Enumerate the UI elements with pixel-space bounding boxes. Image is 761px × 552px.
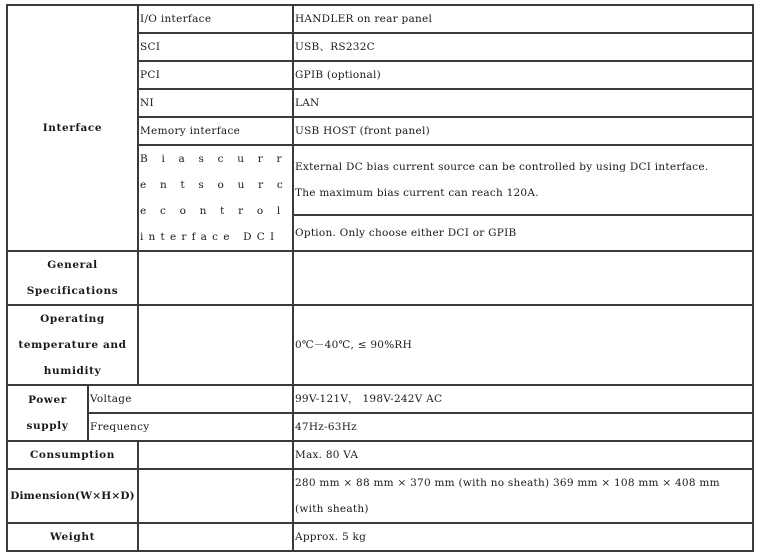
row-label: PCI bbox=[138, 61, 293, 89]
category-consumption: Consumption bbox=[7, 441, 138, 469]
category-operating-temperature: Operating temperature and humidity bbox=[7, 305, 138, 385]
empty-cell bbox=[138, 305, 293, 385]
frequency-label: Frequency bbox=[88, 413, 293, 441]
row-value: LAN bbox=[293, 89, 753, 117]
row-value: HANDLER on rear panel bbox=[293, 5, 753, 33]
table-row bbox=[7, 523, 753, 551]
bias-value-line1: External DC bias current source can be controlled by using DCI interface. bbox=[295, 160, 709, 173]
table-row bbox=[7, 385, 753, 413]
voltage-value: 99V-121V， 198V-242V AC bbox=[293, 385, 753, 413]
empty-cell bbox=[138, 469, 293, 523]
consumption-value: Max. 80 VA bbox=[293, 441, 753, 469]
row-label: SCI bbox=[138, 33, 293, 61]
row-value: USB、RS232C bbox=[293, 33, 753, 61]
empty-cell bbox=[138, 441, 293, 469]
row-value: USB HOST (front panel) bbox=[293, 117, 753, 145]
category-general-specifications: General Specifications bbox=[7, 251, 138, 305]
bias-option-value: Option. Only choose either DCI or GPIB bbox=[293, 215, 753, 251]
spec-table bbox=[6, 4, 754, 552]
table-row bbox=[7, 5, 753, 33]
category-power-supply: Power supply bbox=[7, 385, 88, 441]
row-label: I/O interface bbox=[138, 5, 293, 33]
empty-cell bbox=[293, 251, 753, 305]
frequency-value: 47Hz-63Hz bbox=[293, 413, 753, 441]
bias-current-label: B i a s c u r r e n t s o u r c e c o n t r o l interface DCI bbox=[138, 145, 293, 251]
row-value: GPIB (optional) bbox=[293, 61, 753, 89]
empty-cell bbox=[138, 523, 293, 551]
voltage-label: Voltage bbox=[88, 385, 293, 413]
row-label: Memory interface bbox=[138, 117, 293, 145]
category-dimension: Dimension(W×H×D) bbox=[7, 469, 138, 523]
bias-current-value bbox=[293, 145, 753, 215]
table-row bbox=[7, 441, 753, 469]
operating-value: 0℃－40℃, ≤ 90%RH bbox=[293, 305, 753, 385]
empty-cell bbox=[138, 251, 293, 305]
row-label: NI bbox=[138, 89, 293, 117]
table-row bbox=[7, 251, 753, 305]
category-weight: Weight bbox=[7, 523, 138, 551]
table-row bbox=[7, 305, 753, 385]
table-row bbox=[7, 469, 753, 523]
bias-value-line2: The maximum bias current can reach 120A. bbox=[295, 186, 539, 199]
weight-value: Approx. 5 kg bbox=[293, 523, 753, 551]
table-row bbox=[7, 413, 753, 441]
category-interface: Interface bbox=[7, 5, 138, 251]
dimension-value: 280 mm × 88 mm × 370 mm (with no sheath) 369 mm × 108 mm × 408 mm (with sheath) bbox=[293, 469, 753, 523]
